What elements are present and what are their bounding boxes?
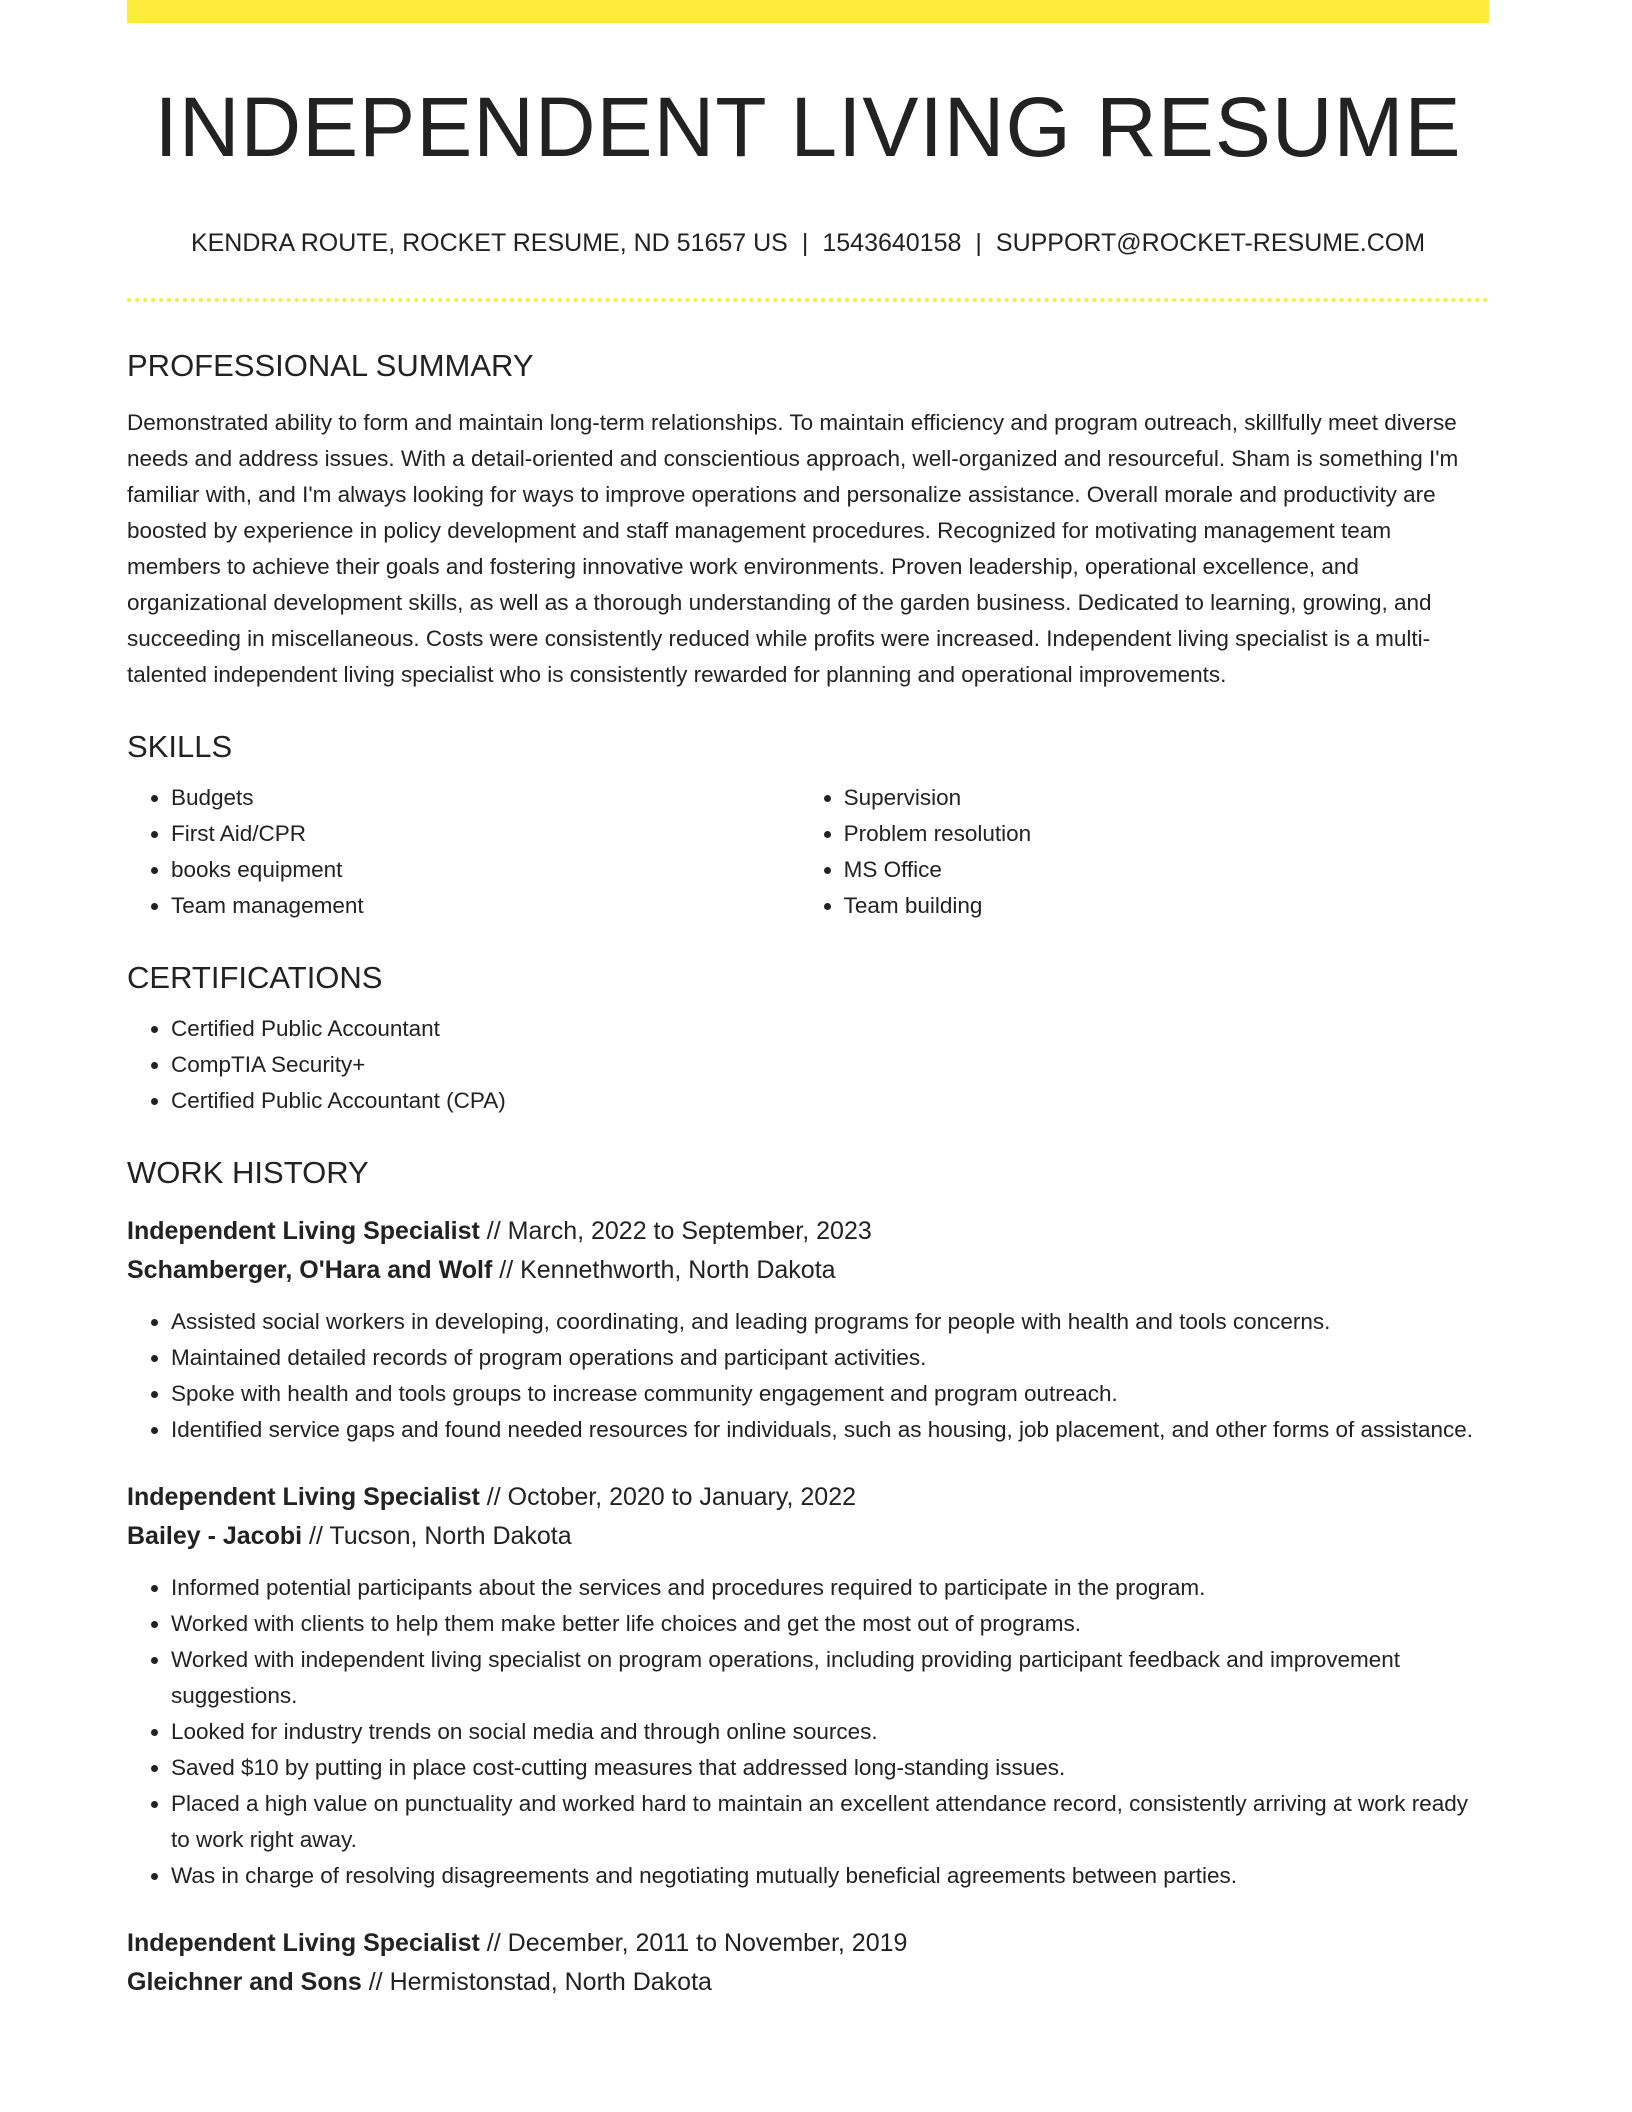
list-item: • books equipment — [171, 852, 800, 888]
list-item: • First Aid/CPR — [171, 816, 800, 852]
job-title: Independent Living Specialist — [127, 1217, 480, 1245]
separator: | — [801, 229, 809, 257]
job-company: Schamberger, O'Hara and Wolf — [127, 1256, 493, 1284]
list-item: • Was in charge of resolving disagreements and negotiating mutually beneficial agreements between parties. — [171, 1858, 1489, 1894]
resume-page — [127, 0, 1489, 2002]
contact-line — [127, 231, 1489, 256]
list-item: • Budgets — [171, 780, 800, 816]
list-item: • Looked for industry trends on social media and through online sources. — [171, 1714, 1489, 1750]
certifications-list — [127, 1011, 1489, 1119]
job-bullets — [127, 1570, 1489, 1894]
job-title: Independent Living Specialist — [127, 1929, 480, 1957]
job-company-line — [127, 1251, 1489, 1290]
email: SUPPORT@ROCKET-RESUME.COM — [995, 229, 1426, 257]
list-item: • Supervision — [844, 780, 1489, 816]
skills-list-left — [127, 780, 800, 924]
skills-heading: SKILLS — [127, 729, 233, 764]
job-title: Independent Living Specialist — [127, 1483, 480, 1511]
job-dates: // October, 2020 to January, 2022 — [486, 1483, 857, 1511]
list-item: • Worked with independent living specialist on program operations, including providing participant feedback and improvement suggestions. — [171, 1642, 1489, 1714]
list-item: • Certified Public Accountant (CPA) — [171, 1083, 1489, 1119]
job-bullets — [127, 1304, 1489, 1448]
phone: 1543640158 — [822, 229, 962, 257]
work-history — [127, 1212, 1489, 2002]
list-item: • Assisted social workers in developing, coordinating, and leading programs for people with health and tools concerns. — [171, 1304, 1489, 1340]
list-item: • Worked with clients to help them make better life choices and get the most out of programs. — [171, 1606, 1489, 1642]
job-company: Gleichner and Sons — [127, 1968, 362, 1996]
job-dates: // December, 2011 to November, 2019 — [486, 1929, 908, 1957]
list-item: • Identified service gaps and found needed resources for individuals, such as housing, job placement, and other forms of assistance. — [171, 1412, 1489, 1448]
job-company-line — [127, 1517, 1489, 1556]
certifications-heading: CERTIFICATIONS — [127, 960, 383, 995]
separator: | — [975, 229, 982, 257]
job-title-line — [127, 1212, 1489, 1251]
job-entry — [127, 1212, 1489, 1448]
job-title-line — [127, 1924, 1489, 1963]
dotted-divider — [127, 298, 1489, 302]
list-item: • Team building — [844, 888, 1489, 924]
list-item: • Team management — [171, 888, 800, 924]
list-item: • Certified Public Accountant — [171, 1011, 1489, 1047]
list-item: • Maintained detailed records of program operations and participant activities. — [171, 1340, 1489, 1376]
job-location: // Kennethworth, North Dakota — [499, 1256, 836, 1284]
job-location: // Hermistonstad, North Dakota — [368, 1968, 712, 1996]
list-item: • Saved $10 by putting in place cost-cutting measures that addressed long-standing issues. — [171, 1750, 1489, 1786]
job-dates: // March, 2022 to September, 2023 — [486, 1217, 872, 1245]
skills-grid — [127, 780, 1489, 924]
accent-bar — [127, 0, 1489, 23]
list-item: • Spoke with health and tools groups to increase community engagement and program outreach. — [171, 1376, 1489, 1412]
job-company: Bailey - Jacobi — [127, 1522, 303, 1550]
list-item: • Placed a high value on punctuality and worked hard to maintain an excellent attendance record, consistently arriving at work ready to work right away. — [171, 1786, 1489, 1858]
resume-title: INDEPENDENT LIVING RESUME — [154, 80, 1462, 174]
job-title-line — [127, 1478, 1489, 1517]
job-entry — [127, 1478, 1489, 1894]
summary-text: Demonstrated ability to form and maintain long-term relationships. To maintain efficiency and program outreach, skillfully meet diverse needs and address issues. With a detail-oriented and conscientious approach, well-organized and resourceful. Sham is something I'm familiar with, and I'm always looking for ways to improve operations and personalize assistance. Overall morale and productivity are boosted by experience in policy development and staff management procedures. Recognized for motivating management team members to achieve their goals and fostering innovative work environments. Proven leadership, operational excellence, and organizational development skills, as well as a thorough understanding of the garden business. Dedicated to learning, growing, and succeeding in miscellaneous. Costs were consistently reduced while profits were increased. Independent living specialist is a multi-talented independent living specialist who is consistently rewarded for planning and operational improvements. — [127, 410, 1459, 687]
list-item: • CompTIA Security+ — [171, 1047, 1489, 1083]
job-entry — [127, 1924, 1489, 2002]
list-item: • Problem resolution — [844, 816, 1489, 852]
address: KENDRA ROUTE, ROCKET RESUME, ND 51657 US — [190, 229, 788, 257]
job-company-line — [127, 1963, 1489, 2002]
skills-list-right — [800, 780, 1489, 924]
work-history-heading: WORK HISTORY — [127, 1155, 369, 1190]
list-item: • MS Office — [844, 852, 1489, 888]
summary-heading: PROFESSIONAL SUMMARY — [127, 348, 534, 383]
job-location: // Tucson, North Dakota — [309, 1522, 572, 1550]
list-item: • Informed potential participants about the services and procedures required to participate in the program. — [171, 1570, 1489, 1606]
